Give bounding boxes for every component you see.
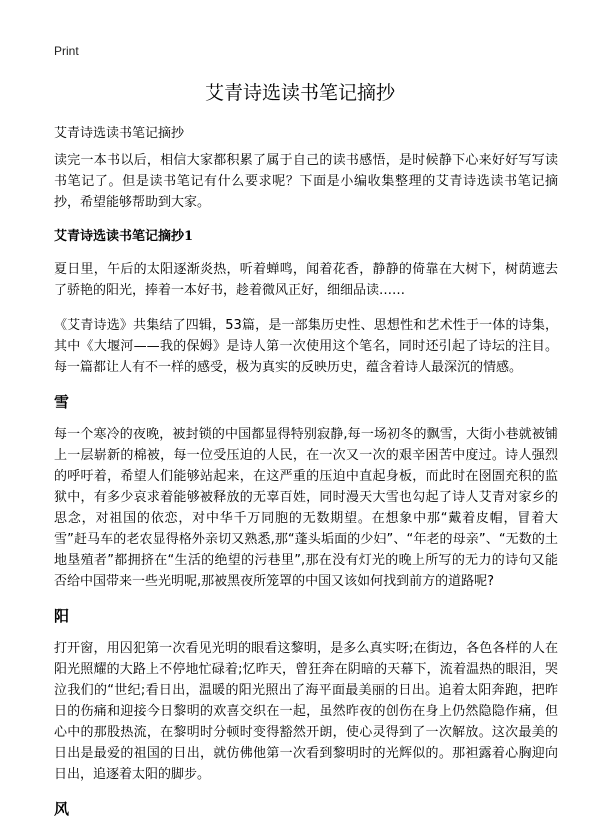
section-heading-snow: 雪: [54, 393, 70, 411]
paragraph: 每一个寒冷的夜晚，被封锁的中国都显得特别寂静,每一场初冬的飘雪，大街小巷就被铺上一层崭新的棉被，每一位受压迫的人民，在一次又一次的艰辛困苦中度过。诗人强烈的呼吁着，希望人们能够站起来，在这严重的压迫中直起身板，而此时在囹圄充积的监狱中，有多少哀求着能够被释放的无辜百姓，同时漫天大雪也勾起了诗人艾青对家乡的思念，对祖国的依恋，对中华千万同胞的无数期望。在想象中那“戴着皮帽，冒着大雪”赶马车的老农显得格外亲切又熟悉,那“蓬头垢面的少妇”、“年老的母亲”、“无数的土地垦殖者”都拥挤在“生活的绝望的污巷里”,那在没有灯光的晚上所写的无力的诗句又能否给中国带来一些光明呢,那被黑夜所笼罩的中国又该如何找到前方的道路呢?: [54, 427, 558, 589]
paragraph: 《艾青诗选》共集结了四辑，53篇，是一部集历史性、思想性和艺术性于一体的诗集，其中《大堰河——我的保姆》是诗人第一次使用这个笔名，同时还引起了诗坛的注目。每一篇都让人有不一样的感受，极为真实的反映历史，蕴含着诗人最深沉的情感。: [54, 318, 558, 375]
intro-paragraph: 读完一本书以后，相信大家都积累了属于自己的读书感悟，是时候静下心来好好写写读书笔记了。但是读书笔记有什么要求呢？下面是小编收集整理的艾青诗选读书笔记摘抄，希望能够帮助到大家。: [54, 153, 558, 210]
section-heading-wind: 风: [54, 800, 70, 818]
print-label: Print: [54, 44, 79, 58]
section-heading-sun: 阳: [54, 607, 70, 625]
section-heading-excerpt-1: 艾青诗选读书笔记摘抄1: [54, 229, 194, 244]
paragraph: 夏日里，午后的太阳逐渐炎热，听着蝉鸣，闻着花香，静静的倚靠在大树下，树荫遮去了骄艳的阳光，捧着一本好书，趁着微风正好，细细品读……: [54, 262, 558, 298]
document-body: [54, 150, 558, 831]
document-subtitle: 艾青诗选读书笔记摘抄: [54, 126, 185, 141]
paragraph: 打开窗，用囚犯第一次看见光明的眼看这黎明，是多么真实呀;在街边，各色各样的人在阳光照耀的大路上不停地忙碌着;忆昨天，曾狂奔在阴暗的天幕下，流着温热的眼泪，哭泣我们的“世纪;看日出，温暖的阳光照出了海平面最美丽的日出。追着太阳奔跑，把昨日的伤痛和迎接今日黎明的欢喜交织在一起，虽然昨夜的创伤在身上仍然隐隐作痛，但心中的那股热流，在黎明时分顿时变得豁然开朗，使心灵得到了一次解放。这次最美的日出是最爱的祖国的日出，就仿佛他第一次看到黎明时的光辉似的。那袒露着心胸迎向日出，追逐着太阳的脚步。: [54, 641, 558, 782]
page-title: 艾青诗选读书笔记摘抄: [204, 82, 395, 104]
